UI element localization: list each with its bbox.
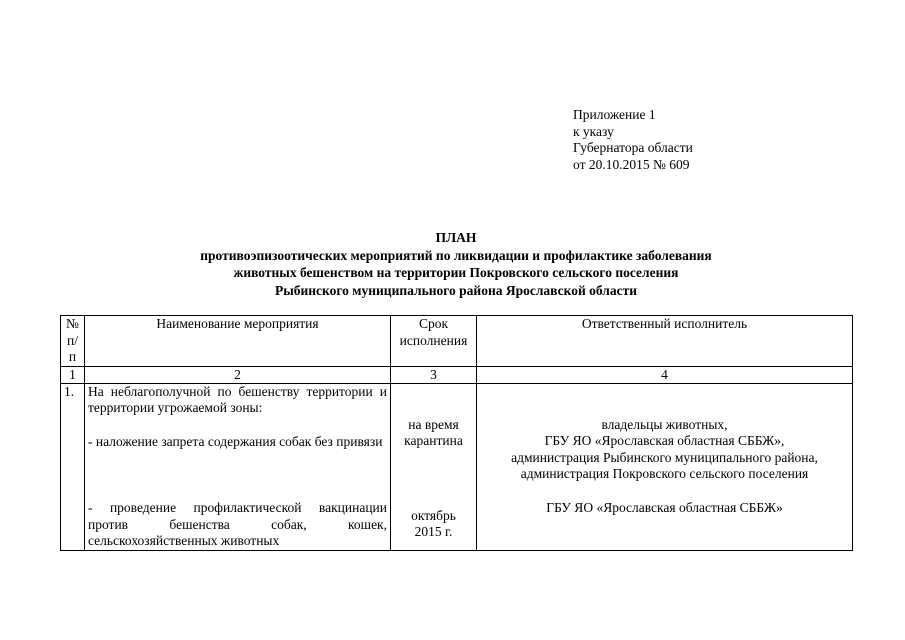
column-number: 4	[477, 366, 853, 383]
header-name: Наименование мероприятия	[85, 316, 391, 367]
annex-line: Губернатора области	[573, 140, 693, 155]
annex-line: от 20.10.2015 № 609	[573, 156, 690, 172]
header-term: Срок исполнения	[391, 316, 477, 367]
title-line: Рыбинского муниципального района Ярославской области	[274, 282, 638, 298]
term-text: на время	[408, 416, 459, 432]
responsible-text: администрация Рыбинского муниципального района,	[511, 449, 818, 465]
measure-name: - проведение профилактической вакцинации против бешенства собак, кошек, сельскохозяйственных животных	[88, 500, 387, 548]
header-num: № п/п	[61, 316, 85, 367]
measure-name: - наложение запрета содержания собак без привязи	[88, 433, 383, 449]
column-number-row	[61, 366, 853, 383]
annex-line: к указу	[573, 123, 614, 139]
row-intro: На неблагополучной по бешенству территории и территории угрожаемой зоны:	[88, 383, 387, 415]
responsible-text: ГБУ ЯО «Ярославская областная СББЖ»,	[544, 433, 785, 448]
title-line: животных бешенством на территории Покровского сельского поселения	[233, 265, 679, 280]
term-text: октябрь	[411, 507, 456, 523]
term-text: карантина	[404, 433, 463, 448]
column-number: 2	[85, 366, 391, 383]
plan-table	[60, 315, 853, 551]
annex-line: Приложение 1	[573, 107, 656, 122]
column-number: 1	[61, 366, 85, 383]
responsible-text: ГБУ ЯО «Ярославская областная СББЖ»	[546, 499, 783, 515]
responsible-text: владельцы животных,	[601, 416, 728, 432]
title-heading: ПЛАН	[435, 230, 477, 245]
row-number: 1.	[61, 383, 85, 550]
responsible-text: администрация Покровского сельского поселения	[520, 466, 809, 481]
row-term-cell	[391, 383, 477, 550]
table-header-row	[61, 316, 853, 367]
column-number: 3	[391, 366, 477, 383]
title-line: противоэпизоотических мероприятий по ликвидации и профилактике заболевания	[200, 247, 712, 263]
header-responsible: Ответственный исполнитель	[477, 316, 853, 367]
row-name-cell	[85, 383, 391, 550]
table-row	[61, 383, 853, 550]
row-responsible-cell	[477, 383, 853, 550]
term-text: 2015 г.	[414, 524, 453, 539]
document-title	[60, 229, 852, 299]
annex-block	[573, 107, 693, 173]
